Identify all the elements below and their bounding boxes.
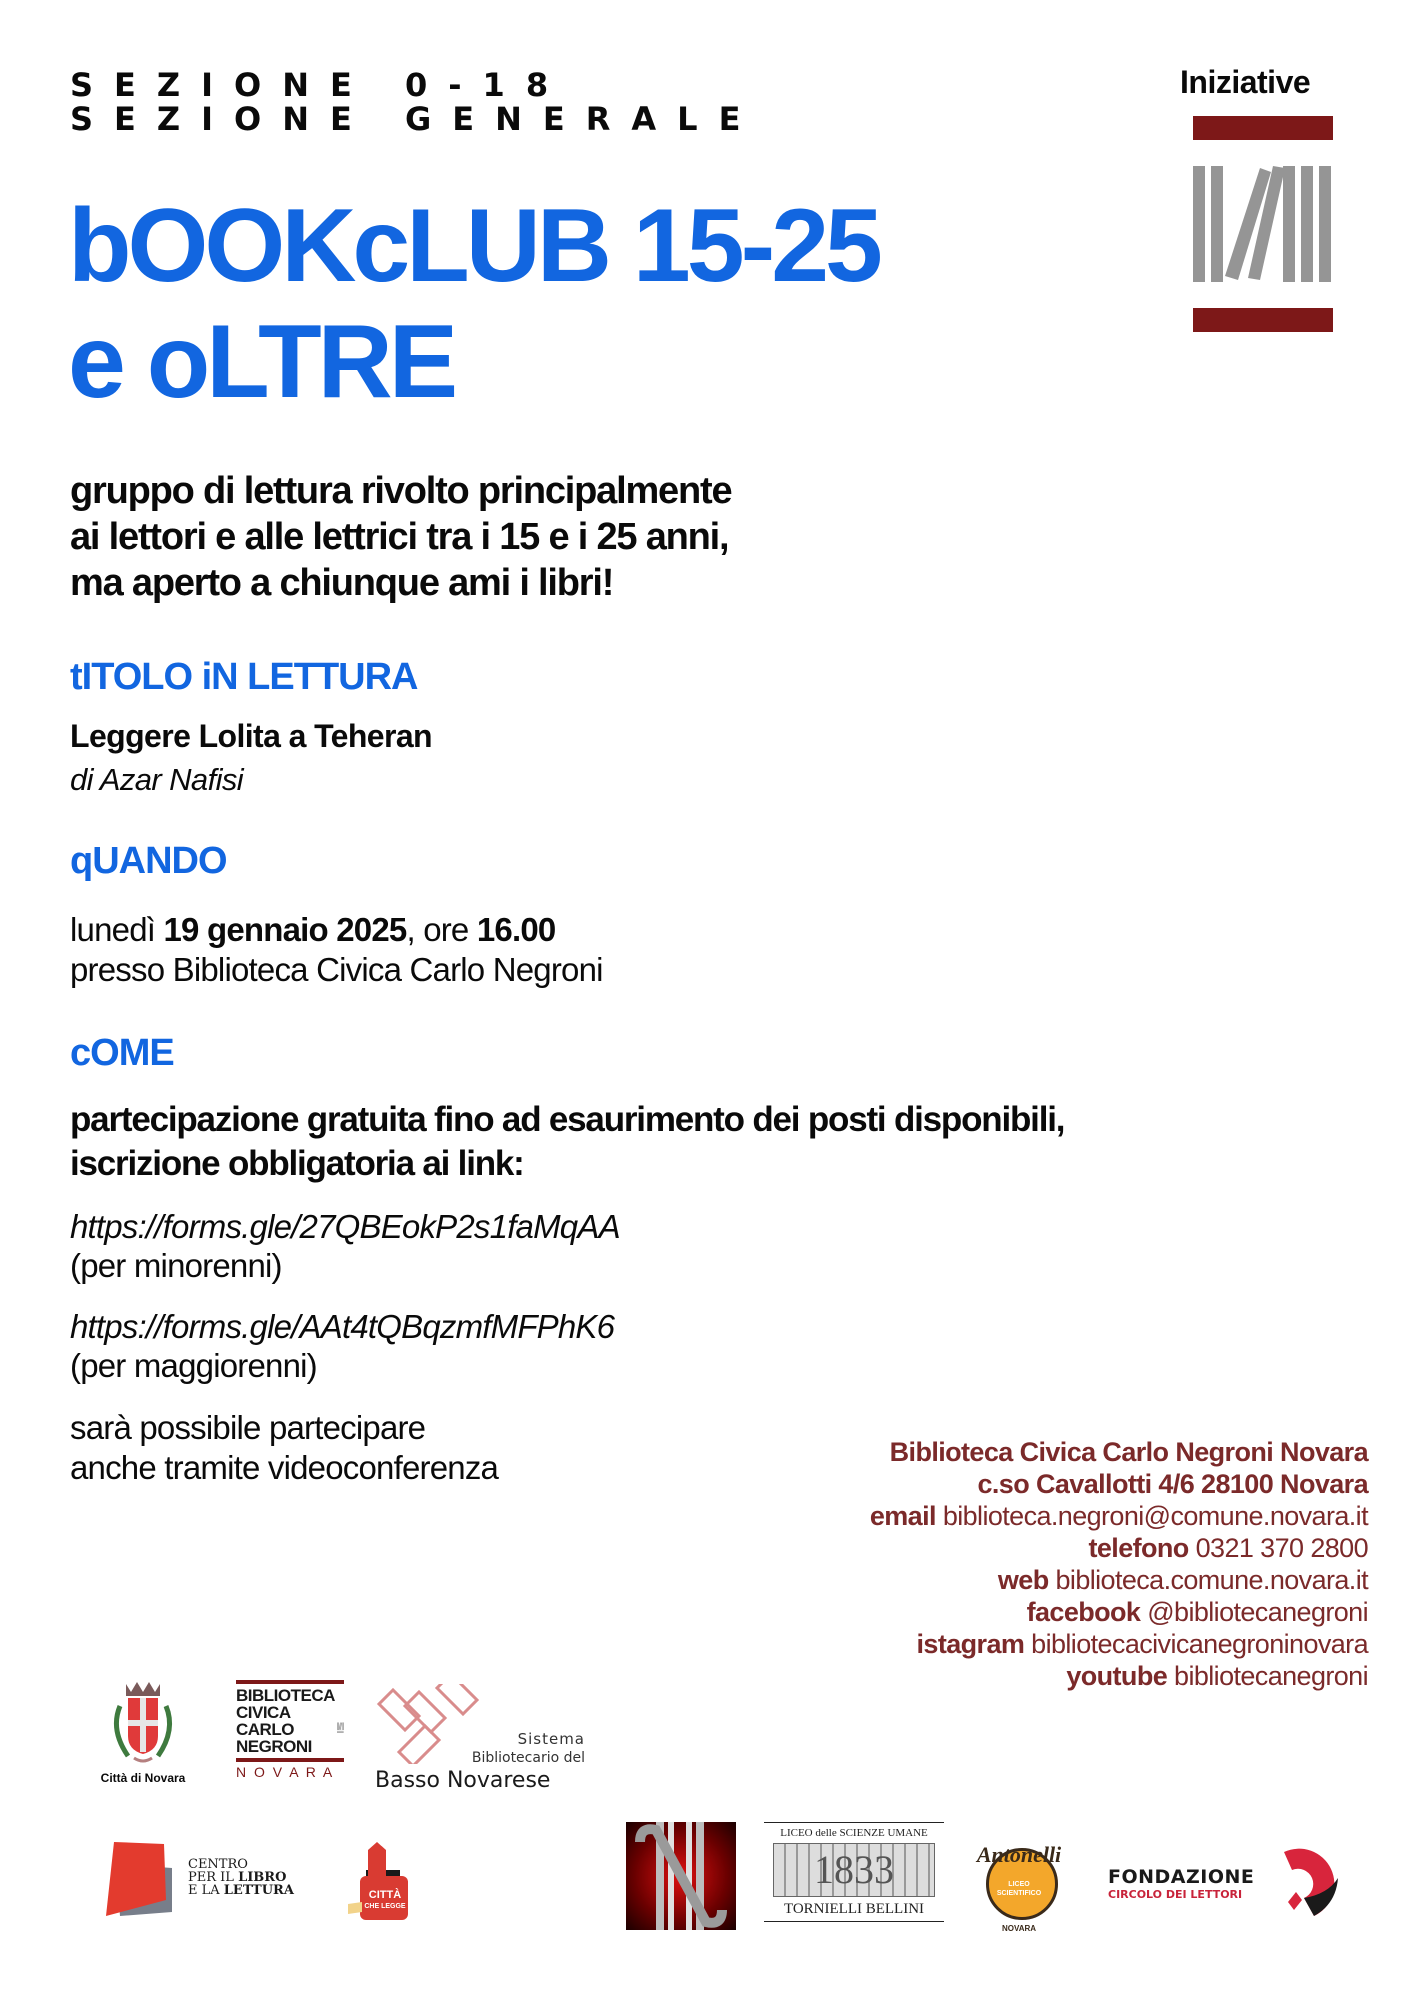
signup-link-adults[interactable]: https://forms.gle/AAt4tQBqzmfMFPhK6 xyxy=(70,1308,615,1345)
bib-line: CARLO xyxy=(236,1720,294,1739)
bib-line: BIBLIOTECA xyxy=(236,1686,335,1705)
library-address: c.so Cavallotti 4/6 28100 Novara xyxy=(977,1469,1368,1499)
sistema-line2: Bibliotecario del xyxy=(471,1750,585,1766)
initiative-label: Iniziative xyxy=(1180,64,1311,100)
logo-biblioteca-negroni xyxy=(236,1680,344,1780)
event-date: 19 gennaio 2025 xyxy=(163,911,407,948)
logo-antonelli xyxy=(974,1840,1064,1940)
book-title: Leggere Lolita a Teheran xyxy=(70,718,432,754)
library-name: Biblioteca Civica Carlo Negroni Novara xyxy=(889,1437,1368,1467)
instagram-link[interactable]: bibliotecacivicanegroninovara xyxy=(1031,1629,1368,1659)
contact-youtube xyxy=(870,1660,1368,1692)
logo-sistema-bibliotecario xyxy=(375,1684,585,1794)
book-author: di Azar Nafisi xyxy=(70,762,244,797)
bib-line: NEGRONI xyxy=(236,1737,312,1756)
bib-line: CIVICA xyxy=(236,1703,291,1722)
sistema-line1: Sistema xyxy=(517,1730,585,1748)
how-description xyxy=(70,1098,1064,1186)
biblioteca-books-logo-icon xyxy=(1193,116,1333,332)
liceo-bottom: TORNIELLI BELLINI xyxy=(764,1901,944,1922)
contact-web xyxy=(870,1564,1368,1596)
how-line: iscrizione obbligatoria ai link: xyxy=(70,1144,524,1183)
centro-line1: CENTRO xyxy=(188,1857,248,1872)
facebook-link[interactable]: @bibliotecanegroni xyxy=(1147,1597,1368,1627)
how-line: partecipazione gratuita fino ad esaurimento dei posti disponibili, xyxy=(70,1100,1065,1139)
book-shape-icon xyxy=(106,1840,176,1916)
when-datetime xyxy=(70,910,555,950)
antonelli-name: Antonelli xyxy=(976,1842,1062,1867)
circolo-curl-icon xyxy=(1274,1842,1354,1922)
sistema-line3: Basso Novarese xyxy=(375,1768,551,1793)
section-label-generale: SEZIONE GENERALE xyxy=(70,100,762,138)
ionic-column-icon xyxy=(626,1822,736,1930)
youtube-link[interactable]: bibliotecanegroni xyxy=(1174,1661,1368,1691)
contact-phone xyxy=(870,1532,1368,1564)
fondazione-line2: CIRCOLO DEI LETTORI xyxy=(1108,1888,1243,1901)
antonelli-sub2: SCIENTIFICO xyxy=(996,1890,1042,1897)
coat-of-arms-icon xyxy=(98,1680,188,1766)
centro-text: LETTURA xyxy=(223,1883,294,1898)
web-link[interactable]: biblioteca.comune.novara.it xyxy=(1055,1565,1368,1595)
logo-top-bar xyxy=(1193,116,1333,140)
title-line-1: bOOKcLUB 15-25 xyxy=(68,188,879,304)
page-title xyxy=(68,188,879,420)
ccl-line1: CITTÀ xyxy=(368,1889,402,1901)
logo-citta-che-legge xyxy=(348,1842,418,1922)
intro-line: ma aperto a chiunque ami i libri! xyxy=(70,562,614,604)
logo-fondazione-circolo xyxy=(1108,1842,1358,1922)
logo-bottom-bar xyxy=(1193,308,1333,332)
contact-label: istagram xyxy=(916,1629,1025,1659)
reading-heading: tITOLO iN LETTURA xyxy=(70,656,418,698)
contact-email xyxy=(870,1500,1368,1532)
liceo-top: LICEO delle SCIENZE UMANE xyxy=(764,1822,944,1839)
contact-label: youtube xyxy=(1066,1661,1168,1691)
event-time: 16.00 xyxy=(476,911,556,948)
time-prefix: , ore xyxy=(406,911,477,948)
title-line-2: e oLTRE xyxy=(68,304,455,420)
antonelli-city: NOVARA xyxy=(1001,1924,1037,1933)
centro-text: PER IL xyxy=(188,1870,239,1885)
when-heading: qUANDO xyxy=(70,840,227,882)
section-labels xyxy=(70,68,761,136)
bib-city: N O V A R A xyxy=(236,1764,335,1780)
contact-label: telefono xyxy=(1088,1533,1189,1563)
signup-link-minors[interactable]: https://forms.gle/27QBEokP2s1faMqAA xyxy=(70,1208,620,1245)
books-icon xyxy=(1193,160,1333,284)
liceo-year: 1833 xyxy=(773,1843,935,1897)
contact-label: web xyxy=(997,1565,1049,1595)
contact-instagram xyxy=(870,1628,1368,1660)
signup-note-minors: (per minorenni) xyxy=(70,1247,282,1284)
event-place: presso Biblioteca Civica Carlo Negroni xyxy=(70,951,603,988)
video-note-line: sarà possibile partecipare xyxy=(70,1409,426,1446)
contacts-block xyxy=(870,1436,1368,1692)
intro-line: ai lettori e alle lettrici tra i 15 e i 25 anni, xyxy=(70,516,729,558)
email-link[interactable]: biblioteca.negroni@comune.novara.it xyxy=(942,1501,1368,1531)
centro-text: LIBRO xyxy=(238,1870,287,1885)
weekday: lunedì xyxy=(70,911,164,948)
open-books-icon xyxy=(375,1684,485,1764)
fondazione-line1: FONDAZIONE xyxy=(1108,1866,1255,1888)
centro-text: E LA xyxy=(188,1883,224,1898)
antonelli-sub1: LICEO xyxy=(1008,1881,1030,1888)
contact-label: facebook xyxy=(1026,1597,1141,1627)
contact-facebook xyxy=(870,1596,1368,1628)
logo-liceo-tornielli xyxy=(764,1822,944,1922)
video-note-line: anche tramite videoconferenza xyxy=(70,1449,499,1486)
phone-value: 0321 370 2800 xyxy=(1195,1533,1368,1563)
intro-text xyxy=(70,468,731,606)
how-heading: cOME xyxy=(70,1032,174,1074)
section-label-0-18: SEZIONE 0-18 xyxy=(70,66,570,104)
ccl-line2: CHE LEGGE xyxy=(364,1903,406,1910)
video-note xyxy=(70,1408,498,1488)
logo-liceo-column xyxy=(626,1822,736,1930)
logo-citta-novara xyxy=(98,1680,188,1785)
intro-line: gruppo di lettura rivolto principalmente xyxy=(70,470,732,512)
signup-note-adults: (per maggiorenni) xyxy=(70,1347,317,1384)
citta-novara-label: Città di Novara xyxy=(100,1771,186,1785)
books-mini-icon xyxy=(337,1703,344,1753)
contact-label: email xyxy=(869,1501,936,1531)
